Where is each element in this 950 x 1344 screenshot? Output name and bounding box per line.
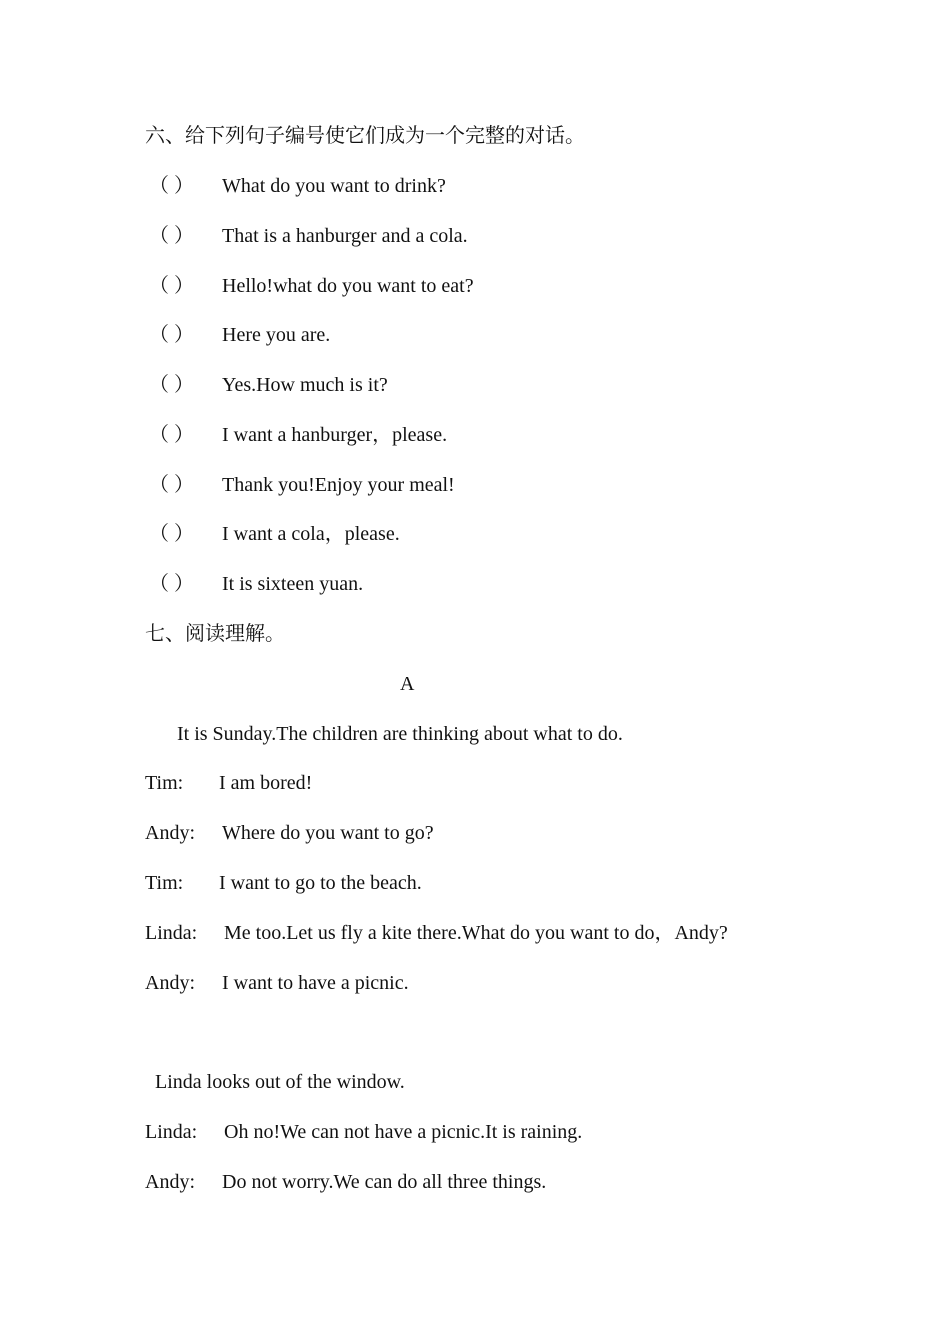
speaker-label: Linda: (145, 922, 198, 944)
dialogue-sentence-8: I want a cola，please. (222, 523, 400, 545)
dialogue-line: Oh no!We can not have a picnic.It is raining. (224, 1121, 583, 1143)
speaker-label: Andy: (145, 1171, 195, 1193)
speaker-label: Andy: (145, 822, 195, 844)
dialogue-sentence-2: That is a hanburger and a cola. (222, 225, 468, 247)
section-6-heading: 六、给下列句子编号使它们成为一个完整的对话。 (145, 125, 585, 147)
dialogue-sentence-4: Here you are. (222, 324, 331, 346)
answer-blank-5[interactable]: （ ） (149, 374, 194, 396)
section-7-heading: 七、阅读理解。 (145, 623, 285, 645)
dialogue-line: I want to have a picnic. (222, 972, 409, 994)
dialogue-line: Where do you want to go? (222, 822, 434, 844)
answer-blank-6[interactable]: （ ） (149, 424, 194, 446)
answer-blank-7[interactable]: （ ） (149, 474, 194, 496)
passage-label: A (400, 673, 415, 695)
passage-intro: It is Sunday.The children are thinking about what to do. (177, 723, 623, 745)
dialogue-sentence-6: I want a hanburger，please. (222, 424, 448, 446)
answer-blank-2[interactable]: （ ） (149, 225, 194, 247)
dialogue-sentence-9: It is sixteen yuan. (222, 573, 364, 595)
answer-blank-3[interactable]: （ ） (149, 275, 194, 297)
dialogue-sentence-7: Thank you!Enjoy your meal! (222, 474, 455, 496)
dialogue-sentence-3: Hello!what do you want to eat? (222, 275, 474, 297)
speaker-label: Linda: (145, 1121, 198, 1143)
passage-narration: Linda looks out of the window. (155, 1071, 405, 1093)
dialogue-line: Do not worry.We can do all three things. (222, 1171, 547, 1193)
dialogue-sentence-1: What do you want to drink? (222, 175, 446, 197)
answer-blank-9[interactable]: （ ） (149, 573, 194, 595)
speaker-label: Tim: (145, 872, 184, 894)
dialogue-sentence-5: Yes.How much is it? (222, 374, 388, 396)
dialogue-line: I want to go to the beach. (219, 872, 422, 894)
speaker-label: Tim: (145, 772, 184, 794)
speaker-label: Andy: (145, 972, 195, 994)
answer-blank-4[interactable]: （ ） (149, 324, 194, 346)
answer-blank-8[interactable]: （ ） (149, 523, 194, 545)
dialogue-line: Me too.Let us fly a kite there.What do you want to do，Andy? (224, 922, 728, 944)
answer-blank-1[interactable]: （ ） (149, 175, 194, 197)
dialogue-line: I am bored! (219, 772, 313, 794)
